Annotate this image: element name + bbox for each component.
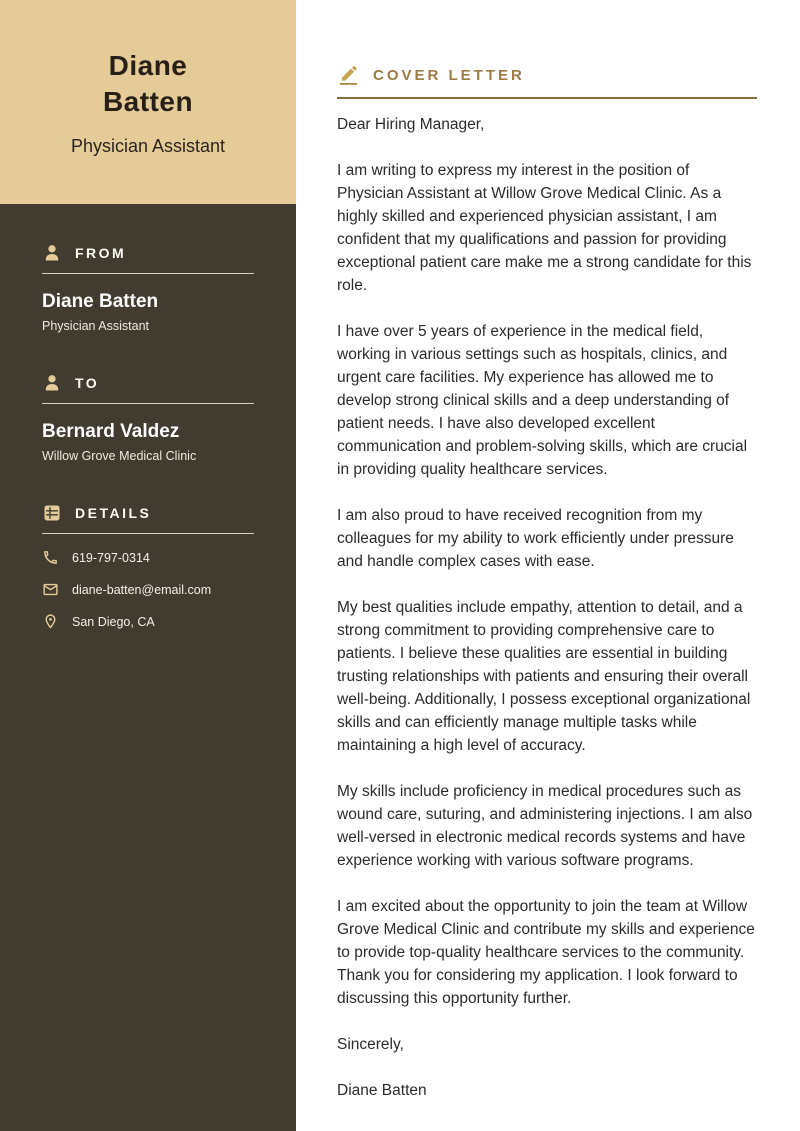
paragraph: I am also proud to have received recognition from my colleagues for my ability to work efficiently under pressure and handle complex cases with ease. [337, 507, 734, 570]
phone-icon [42, 549, 59, 566]
location-value: San Diego, CA [72, 614, 155, 629]
paragraph: My skills include proficiency in medical procedures such as wound care, suturing, and administering injections. I am also well-versed in electronic medical records systems and have experience working with various software programs. [337, 783, 753, 869]
closing: Sincerely, [337, 1036, 404, 1053]
paragraph: I have over 5 years of experience in the medical field, working in various settings such as hospitals, clinics, and urgent care facilities. My experience has allowed me to develop strong clinical skills and a deep understanding of patient needs. I have also developed excellent communication and problem-solving skills, which are crucial in providing quality healthcare services. [337, 323, 748, 478]
header-rule [337, 97, 757, 99]
to-section-header [42, 373, 254, 393]
from-label: FROM [75, 245, 127, 261]
paragraph: I am writing to express my interest in the position of Physician Assistant at Willow Grove Medical Clinic. As a highly skilled and experienced physician assistant, I am confident that my qualifications and passion for providing exceptional patient care make me a strong candidate for this role. [337, 162, 752, 294]
from-name: Diane Batten [42, 291, 159, 312]
to-subtitle: Willow Grove Medical Clinic [42, 449, 197, 463]
details-divider [42, 533, 254, 534]
person-icon [42, 243, 62, 263]
pencil-icon [337, 64, 360, 87]
sidebar [0, 0, 296, 1131]
details-section [42, 503, 254, 630]
person-name: Diane Batten [102, 49, 194, 117]
mail-icon [42, 581, 59, 598]
detail-rows [42, 549, 254, 630]
to-label: TO [75, 375, 100, 391]
from-subtitle: Physician Assistant [42, 319, 149, 333]
details-section-header [42, 503, 254, 523]
sidebar-body [0, 204, 296, 630]
to-name: Bernard Valdez [42, 421, 180, 442]
person-role: Physician Assistant [70, 135, 226, 156]
location-row [42, 613, 254, 630]
paragraph: I am excited about the opportunity to join the team at Willow Grove Medical Clinic and contribute my skills and experience to provide top-quality healthcare services to the community. Thank you for considering my application. I look forward to discussing this opportunity further. [337, 898, 755, 1007]
signature: Diane Batten [337, 1082, 427, 1099]
location-pin-icon [42, 613, 59, 630]
from-section [42, 243, 254, 333]
email-value: diane-batten@email.com [72, 582, 212, 597]
to-section [42, 373, 254, 463]
name-block [0, 0, 296, 204]
from-section-header [42, 243, 254, 263]
paragraph: My best qualities include empathy, attention to detail, and a strong commitment to providing comprehensive care to patients. I believe these qualities are essential in building trusting relationships with patients and ensuring their overall well-being. Additionally, I possess exceptional organizational skills and can efficiently manage multiple tasks while maintaining a high level of accuracy. [337, 599, 751, 754]
person-icon [42, 373, 62, 393]
to-divider [42, 403, 254, 404]
table-icon [42, 503, 62, 523]
salutation: Dear Hiring Manager, [337, 116, 485, 133]
email-row [42, 581, 254, 598]
from-divider [42, 273, 254, 274]
page-title: COVER LETTER [373, 67, 525, 84]
letter-body [337, 113, 757, 1102]
phone-value: 619-797-0314 [72, 550, 150, 565]
phone-row [42, 549, 254, 566]
cover-letter-header [337, 0, 757, 87]
details-label: DETAILS [75, 505, 152, 521]
letter-column [337, 0, 757, 1125]
